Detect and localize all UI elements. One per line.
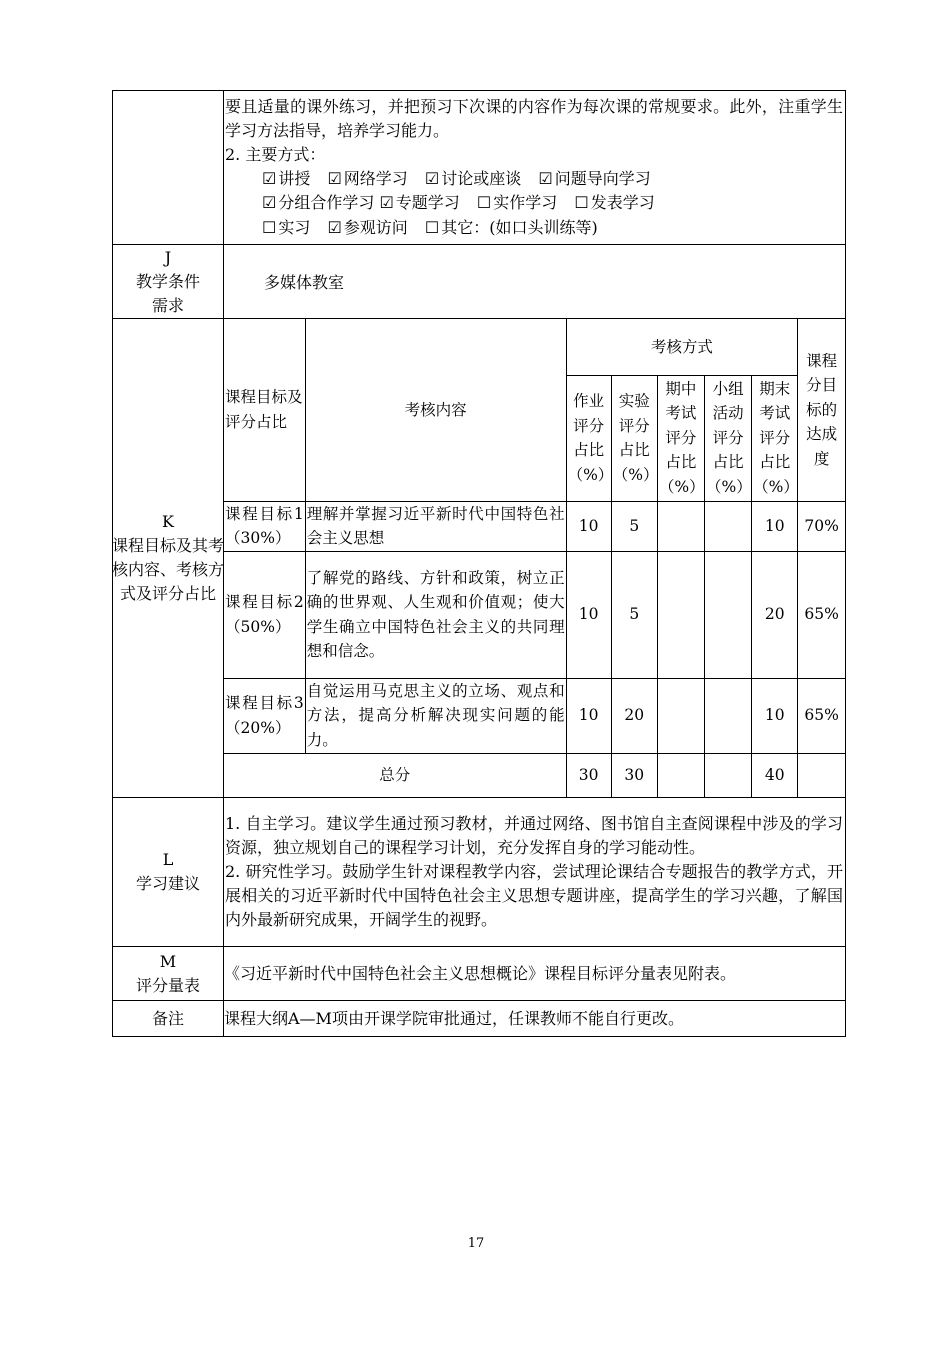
notes-label: 备注 [113, 1001, 224, 1037]
method-row [113, 91, 846, 245]
method-option-label: 专题学习 [395, 193, 460, 213]
checkbox-checked-icon: ☑ [262, 168, 277, 188]
study-advice-paragraph: 2. 研究性学习。鼓励学生针对课程教学内容，尝试理论课结合专题报告的教学方式，开展相关的习近平新时代中国特色社会主义思想专题讲座，提高学生的学习兴趣，了解国内外最新研究成果，开阔学生的视野。 [225, 862, 843, 929]
final-total: 40 [752, 753, 798, 797]
content-cell: 自觉运用马克思主义的立场、观点和方法，提高分析解决现实问题的能力。 [305, 678, 566, 753]
assessment-header-row [224, 319, 845, 375]
method-option-label: 实习 [278, 217, 311, 237]
method-option-label: 网络学习 [343, 168, 408, 188]
table-row [224, 551, 845, 678]
header-achievement: 课程分目标的达成度 [798, 319, 845, 501]
checkbox-checked-icon: ☑ [262, 193, 277, 213]
header-homework: 作业评分占比（%） [566, 375, 611, 501]
study-advice-paragraph: 1. 自主学习。建议学生通过预习教材，并通过网络、图书馆自主查阅课程中涉及的学习资源，独立规划自己的课程学习计划，充分发挥自身的学习能动性。 [225, 814, 843, 857]
assessment-table [224, 319, 845, 797]
method-option-label: 问题导向学习 [554, 168, 651, 188]
midterm-value [657, 551, 704, 678]
achievement-total [798, 753, 845, 797]
section-j-row [113, 245, 846, 319]
content-cell: 了解党的路线、方针和政策，树立正确的世界观、人生观和价值观；使大学生确立中国特色社会主义的共同理想和信念。 [305, 551, 566, 678]
midterm-total [657, 753, 704, 797]
lab-value: 20 [611, 678, 657, 753]
checkbox-empty-icon: ☐ [574, 193, 589, 213]
final-value: 10 [752, 678, 798, 753]
header-group: 小组活动评分占比（%） [705, 375, 752, 501]
syllabus-table [112, 90, 846, 1037]
rubric-content: 《习近平新时代中国特色社会主义思想概论》课程目标评分量表见附表。 [224, 947, 846, 1001]
table-row [224, 501, 845, 551]
method-option-label: 分组合作学习 [278, 193, 375, 213]
method-option-label: 参观访问 [343, 217, 408, 237]
midterm-value [657, 678, 704, 753]
table-row [224, 678, 845, 753]
section-k-label [113, 319, 224, 798]
midterm-value [657, 501, 704, 551]
section-l-row [113, 798, 846, 947]
study-advice-cell [224, 798, 846, 947]
header-content: 考核内容 [305, 319, 566, 501]
notes-content: 课程大纲A—M项由开课学院审批通过，任课教师不能自行更改。 [224, 1001, 846, 1037]
method-option-label: 讲授 [278, 168, 311, 188]
section-title: 学习建议 [135, 874, 200, 893]
final-value: 20 [752, 551, 798, 678]
homework-value: 10 [566, 551, 611, 678]
lab-value: 5 [611, 551, 657, 678]
method-label-cell [113, 91, 224, 245]
homework-total: 30 [566, 753, 611, 797]
teaching-conditions: 多媒体教室 [224, 245, 846, 319]
section-code: K [162, 512, 174, 531]
checkbox-empty-icon: ☐ [262, 217, 277, 237]
header-final: 期末考试评分占比（%） [752, 375, 798, 501]
notes-row [113, 1001, 846, 1037]
total-row [224, 753, 845, 797]
section-code: J [164, 247, 172, 267]
homework-value: 10 [566, 678, 611, 753]
achievement-value: 65% [798, 678, 845, 753]
group-value [705, 551, 752, 678]
method-options-row-2 [224, 191, 845, 216]
checkbox-checked-icon: ☑ [379, 193, 394, 213]
section-title-line: 需求 [151, 295, 184, 315]
section-code: L [162, 850, 174, 869]
section-m-label [113, 947, 224, 1001]
method-text: 要且适量的课外练习，并把预习下次课的内容作为每次课的常规要求。此外，注重学生学习方法指导，培养学习能力。 [225, 96, 843, 140]
group-total [705, 753, 752, 797]
method-option-label: 实作学习 [493, 193, 558, 213]
objective-cell: 课程目标2（50%） [224, 551, 305, 678]
checkbox-empty-icon: ☐ [424, 217, 440, 237]
checkbox-empty-icon: ☐ [476, 193, 492, 213]
checkbox-checked-icon: ☑ [424, 168, 440, 188]
objective-cell: 课程目标1（30%） [224, 501, 305, 551]
checkbox-checked-icon: ☑ [538, 168, 553, 188]
checkbox-checked-icon: ☑ [327, 168, 342, 188]
header-lab: 实验评分占比（%） [611, 375, 657, 501]
content-cell: 理解并掌握习近平新时代中国特色社会主义思想 [305, 501, 566, 551]
achievement-value: 70% [798, 501, 845, 551]
lab-value: 5 [611, 501, 657, 551]
header-midterm: 期中考试评分占比（%） [657, 375, 704, 501]
checkbox-checked-icon: ☑ [327, 217, 342, 237]
method-options-row-3 [224, 216, 845, 241]
section-k-row [113, 319, 846, 798]
group-value [705, 678, 752, 753]
section-code: M [159, 951, 177, 971]
assessment-cell [224, 319, 846, 798]
header-objective: 课程目标及评分占比 [224, 319, 305, 501]
objective-cell: 课程目标3（20%） [224, 678, 305, 753]
method-option-label: 其它：(如口头训练等) [441, 217, 598, 237]
method-options-row-1 [224, 167, 845, 192]
method-content-cell [224, 91, 846, 245]
total-label: 总分 [224, 753, 566, 797]
section-m-row [113, 947, 846, 1001]
method-option-label: 讨论或座谈 [441, 168, 522, 188]
section-j-label [113, 245, 224, 319]
method-option-label: 发表学习 [590, 193, 655, 213]
lab-total: 30 [611, 753, 657, 797]
achievement-value: 65% [798, 551, 845, 678]
method-subheading: 2. 主要方式： [225, 144, 326, 164]
section-title: 课程目标及其考核内容、考核方式及评分占比 [111, 536, 224, 603]
section-title-line: 教学条件 [135, 271, 200, 291]
group-value [705, 501, 752, 551]
final-value: 10 [752, 501, 798, 551]
header-methods: 考核方式 [566, 319, 798, 375]
homework-value: 10 [566, 501, 611, 551]
page-number: 17 [467, 1236, 485, 1251]
section-l-label [113, 798, 224, 947]
section-title: 评分量表 [135, 975, 200, 995]
